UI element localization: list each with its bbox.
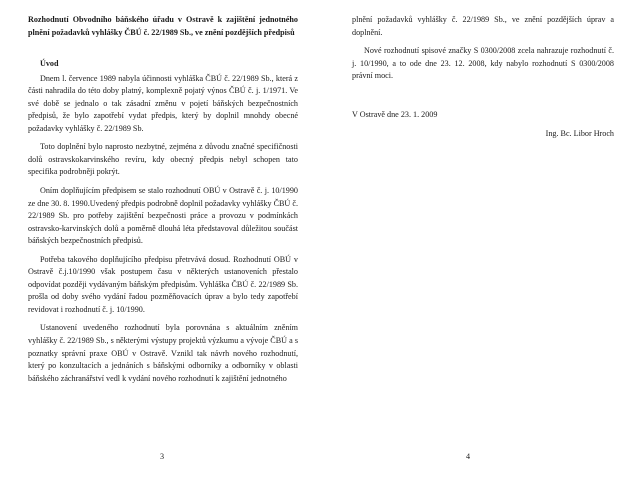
paragraph-intro-3: Oním doplňujícím předpisem se stalo rozhodnutí OBÚ v Ostravě č. j. 10/1990 ze dne 30. 8. 1990.Uvedený předpis podrobně doplnil požadavky vyhlášky ČBÚ č. 22/1989 Sb. pro potřeby zajištění bezpečnosti práce a provozu v podmínkách ostravsko-karvinských dolů a poměrně dlouhá léta představoval důležitou součást báňských bezpečnostních předpisů. <box>28 186 298 246</box>
left-text-column <box>28 14 298 391</box>
dateline: V Ostravě dne 23. 1. 2009 <box>352 109 438 119</box>
paragraph-intro-2: Toto doplnění bylo naprosto nezbytné, zejména z důvodu značné specifičnosti dolů ostravskokarvinského revíru, kdy obecný předpis nebyl schopen tato specifika podrobněji pokrýt. <box>28 142 298 177</box>
continuation-line: plnění požadavků vyhlášky č. 22/1989 Sb., ve znění pozdějších úprav a doplnění. <box>352 15 614 37</box>
paragraph-intro-4: Potřeba takového doplňujícího předpisu přetrvává dosud. Rozhodnutí OBÚ v Ostravě č.j.10/1990 však postupem času v některých ustanoveních přestalo odpovídat později vydávaným báňským předpisům. Vyhláška ČBÚ č. 22/1989 Sb. prošla od doby svého vydání řadou pozměňovacích úprav a bylo tedy zapotřebí revidovat i rozhodnutí č. j. 10/1990. <box>28 254 298 314</box>
page-number-left: 3 <box>159 452 165 461</box>
signature: Ing. Bc. Libor Hroch <box>545 129 614 139</box>
right-text-column <box>352 14 614 147</box>
document-heading: Rozhodnutí Obvodního báňského úřadu v Ostravě k zajištění jednotného plnění požadavků vyhlášky ČBÚ č. 22/1989 Sb., ve znění pozdějších předpisů <box>28 15 298 37</box>
continuation-text <box>352 14 614 39</box>
page-number-right: 4 <box>465 452 471 461</box>
paragraph-replacement: Nové rozhodnutí spisové značky S 0300/2008 zcela nahrazuje rozhodnutí č. j. 10/1990, a to ode dne 23. 12. 2008, kdy nabylo rozhodnutí S 0300/2008 právní moci. <box>352 46 614 81</box>
right-page <box>320 0 640 480</box>
section-title: Úvod <box>40 59 59 69</box>
paragraph-intro-5: Ustanovení uvedeného rozhodnutí byla porovnána s aktuálním zněním vyhlášky č. 22/1989 Sb., s některými výstupy projektů výzkumu a vývoje ČBÚ a s poznatky správní praxe OBÚ v Ostravě. Vznikl tak návrh nového rozhodnutí, který po konzultacích a jednáních s báňskými odborníky a odborníky v oblasti báňského záchranářství vedl k vydání nového rozhodnutí k zajištění jednotného <box>28 323 298 383</box>
paragraph-intro-1: Dnem l. července 1989 nabyla účinnosti vyhláška ČBÚ č. 22/1989 Sb., která z části nahradila do této doby platný, komplexně pojatý výnos ČBÚ č. j. 1/1971. Ve své době se jednalo o tak zásadní změnu v pojetí báňských bezpečnostních předpisů, že bylo zapotřebí vydat předpis, který by doplnil mnohdy obecné požadavky vyhlášky č. 22/1989 Sb. <box>28 73 298 133</box>
